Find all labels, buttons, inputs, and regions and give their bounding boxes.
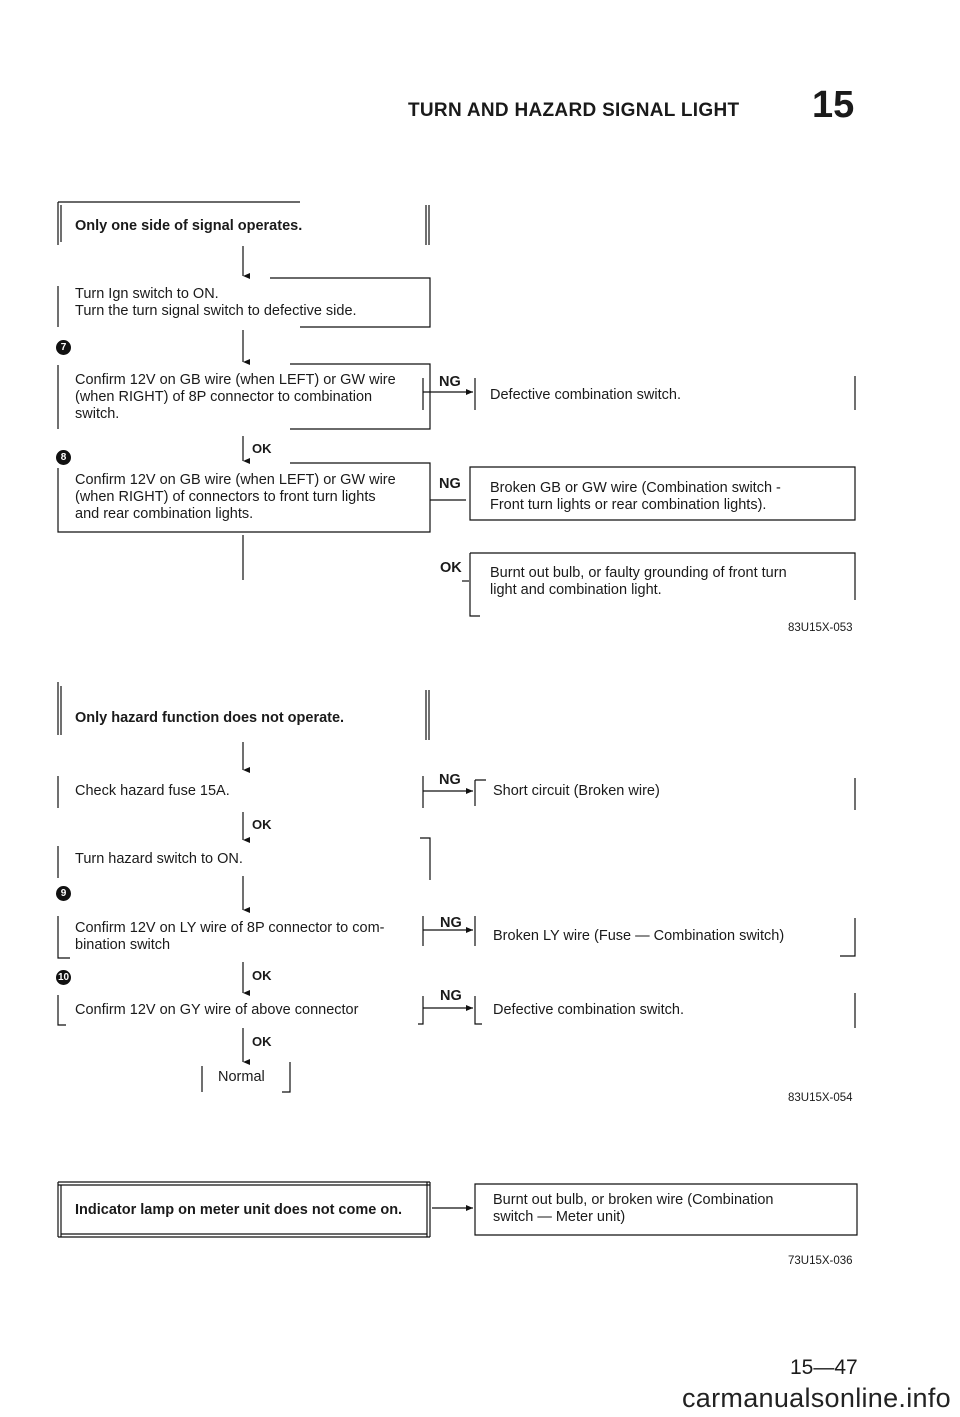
normal-result: Normal (218, 1069, 265, 1085)
step7-ok-label: OK (252, 441, 272, 456)
step10-line: Confirm 12V on GY wire of above connector (75, 1002, 359, 1018)
step9-badge: 9 (56, 886, 71, 901)
step8-ng-result-line1: Broken GB or GW wire (Combination switch - (490, 480, 781, 496)
step8-line3: and rear combination lights. (75, 506, 254, 522)
step10-ng-result: Defective combination switch. (493, 1002, 684, 1018)
section2-heading: Only hazard function does not operate. (75, 710, 345, 726)
section3-result-line1: Burnt out bulb, or broken wire (Combination (493, 1192, 774, 1208)
fuse-ok-label: OK (252, 817, 272, 832)
step8-ng-label: NG (439, 476, 461, 492)
fuse-check: Check hazard fuse 15A. (75, 783, 230, 799)
section1-heading: Only one side of signal operates. (75, 218, 303, 234)
step7-ng-label: NG (439, 374, 461, 390)
figure-code-2: 83U15X-054 (788, 1092, 853, 1104)
step8-ok-result-line2: light and combination light. (490, 582, 662, 598)
step8-ng-result-line2: Front turn lights or rear combination lights). (490, 497, 767, 513)
section-number: 15 (812, 84, 855, 126)
page-number: 15—47 (790, 1356, 858, 1379)
step8-ok-result-line1: Burnt out bulb, or faulty grounding of front turn (490, 565, 787, 581)
step10-badge: 10 (57, 972, 70, 983)
section3-result-line2: switch — Meter unit) (493, 1209, 626, 1225)
step9-line2: bination switch (75, 937, 171, 953)
step8-line1: Confirm 12V on GB wire (when LEFT) or GW wire (75, 472, 396, 488)
watermark: carmanualsonline.info (682, 1383, 951, 1413)
step10-ok-label: OK (252, 1034, 272, 1049)
step7-badge: 7 (56, 340, 71, 355)
step8-ok-label: OK (440, 560, 462, 576)
step9-ng-result: Broken LY wire (Fuse — Combination switch) (493, 928, 785, 944)
step9-ng-label: NG (440, 915, 462, 931)
figure-code-3: 73U15X-036 (788, 1255, 853, 1267)
step-a-line2: Turn the turn signal switch to defective side. (75, 303, 357, 319)
step10-ng-label: NG (440, 988, 462, 1004)
fuse-ng-label: NG (439, 772, 461, 788)
fuse-ng-result: Short circuit (Broken wire) (493, 783, 660, 799)
step9-ok-label: OK (252, 968, 272, 983)
step8-line2: (when RIGHT) of connectors to front turn lights (75, 489, 376, 505)
step8-badge: 8 (56, 450, 71, 465)
step7-line3: switch. (75, 406, 120, 422)
step-a-line1: Turn Ign switch to ON. (75, 286, 219, 302)
step7-line2: (when RIGHT) of 8P connector to combination (75, 389, 373, 405)
page-title: TURN AND HAZARD SIGNAL LIGHT (408, 100, 740, 121)
step7-line1: Confirm 12V on GB wire (when LEFT) or GW wire (75, 372, 396, 388)
section3-heading: Indicator lamp on meter unit does not come on. (75, 1202, 403, 1218)
hazard-switch-step: Turn hazard switch to ON. (75, 851, 243, 867)
figure-code-1: 83U15X-053 (788, 622, 853, 634)
step9-line1: Confirm 12V on LY wire of 8P connector to com- (75, 920, 385, 936)
step7-ng-result: Defective combination switch. (490, 387, 681, 403)
